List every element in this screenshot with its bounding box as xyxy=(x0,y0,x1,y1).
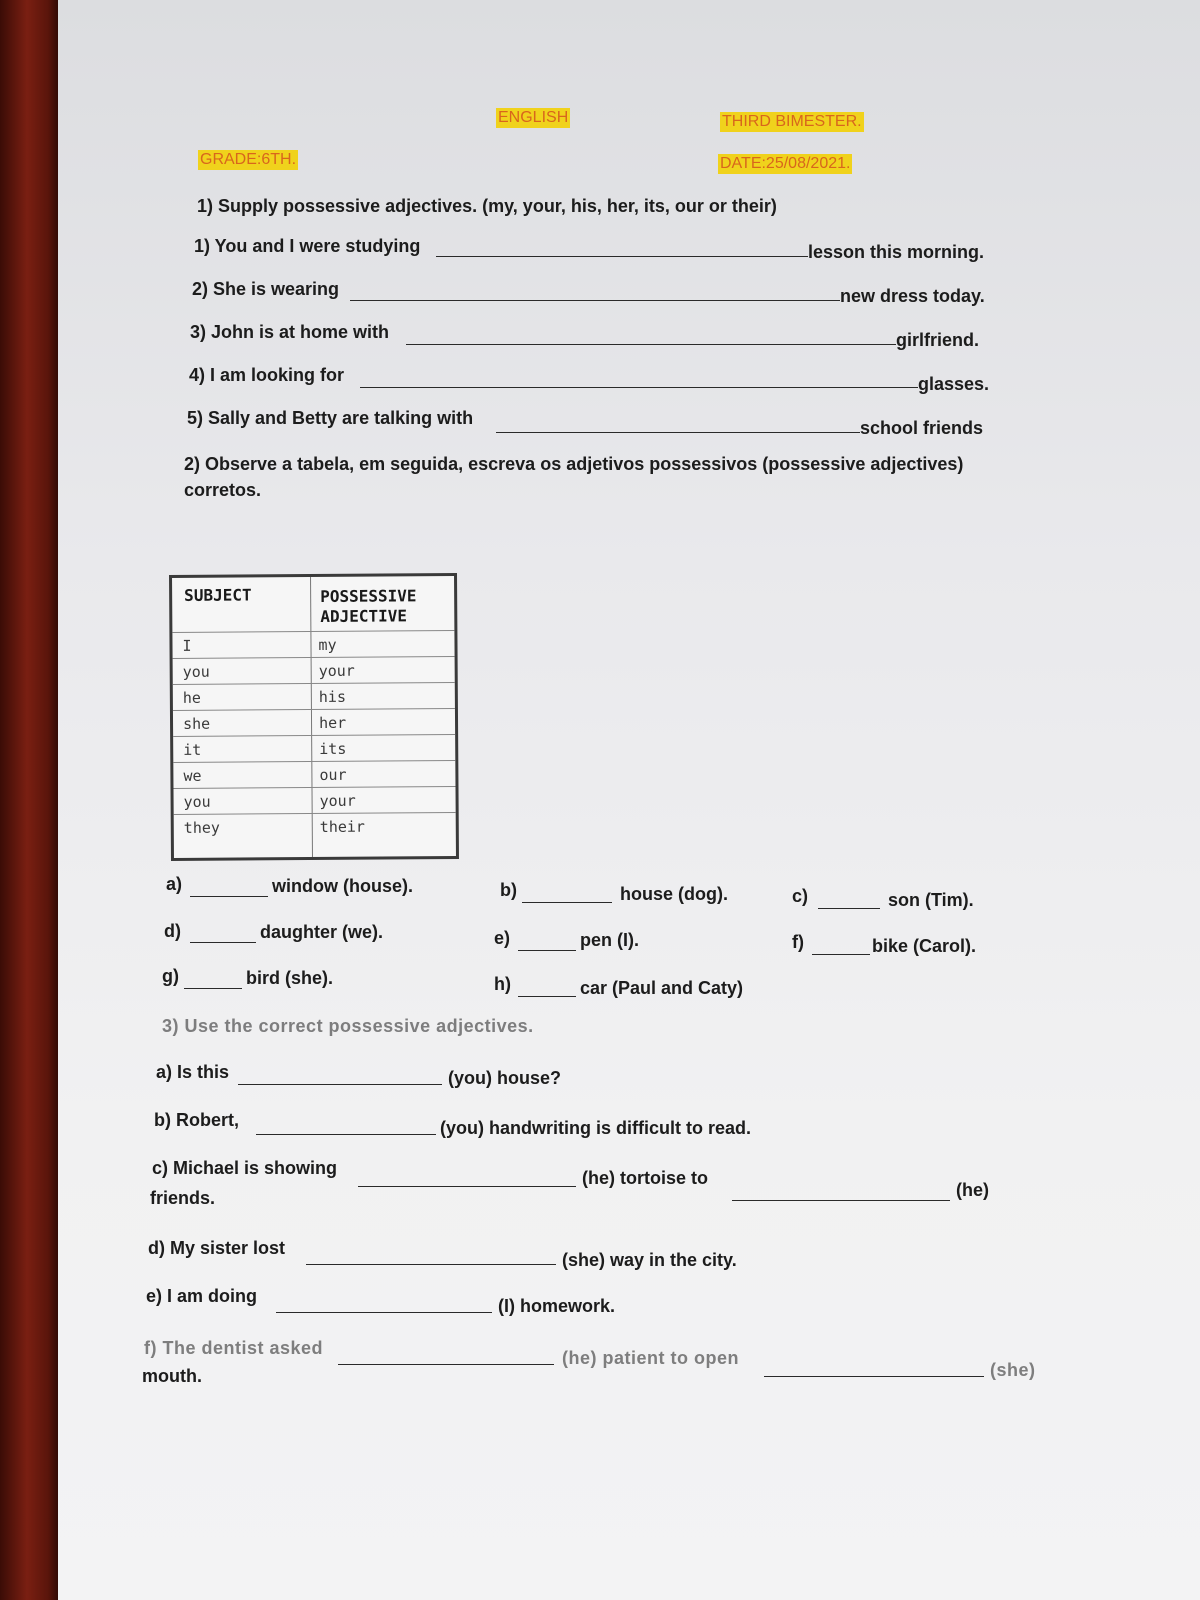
ex2-item-c-letter: c) xyxy=(792,886,809,906)
ex3-f-before: f) The dentist asked xyxy=(144,1338,324,1358)
ex3-d-after: (she) way in the city. xyxy=(562,1250,737,1270)
ex1-item2-blank[interactable] xyxy=(350,300,840,301)
grade-label: GRADE:6TH. xyxy=(200,151,297,168)
table-row xyxy=(173,708,455,737)
desk-edge xyxy=(0,0,60,1600)
subject-cell: it xyxy=(183,740,202,759)
adjective-cell: your xyxy=(318,661,355,680)
exercise3-title: 3) Use the correct possessive adjectives. xyxy=(162,1016,534,1036)
ex2-item-a-text: window (house). xyxy=(272,876,413,896)
table-header-adjective: ADJECTIVE xyxy=(320,606,408,626)
ex3-c-before: c) Michael is showing xyxy=(152,1158,338,1178)
ex3-b-before: b) Robert, xyxy=(154,1110,239,1130)
subject-cell: I xyxy=(182,636,192,655)
table-header-subject: SUBJECT xyxy=(184,585,252,605)
ex1-item1-blank[interactable] xyxy=(436,256,808,257)
ex1-item2-after: new dress today. xyxy=(840,286,985,306)
ex3-b-blank[interactable] xyxy=(256,1134,436,1135)
ex3-c-mid: (he) tortoise to xyxy=(582,1168,708,1188)
ex1-item2-before: 2) She is wearing xyxy=(192,279,340,299)
ex3-f-blank1[interactable] xyxy=(338,1364,554,1365)
exercise1-title: 1) Supply possessive adjectives. (my, your, his, her, its, our or their) xyxy=(197,196,777,216)
ex2-item-f-text: bike (Carol). xyxy=(872,936,977,956)
ex3-f-blank2[interactable] xyxy=(764,1376,984,1377)
subject-cell: she xyxy=(182,714,211,733)
ex2-item-e-letter: e) xyxy=(494,928,511,948)
table-row xyxy=(173,656,455,685)
ex2-item-b-blank[interactable] xyxy=(522,902,612,903)
ex2-item-d-letter: d) xyxy=(164,921,181,941)
ex3-f-end: (she) xyxy=(990,1360,1036,1380)
ex2-item-h-letter: h) xyxy=(494,974,511,994)
ex3-d-before: d) My sister lost xyxy=(148,1238,286,1258)
subject-cell: we xyxy=(183,766,202,785)
ex2-item-e-blank[interactable] xyxy=(518,950,576,951)
ex2-item-b-letter: b) xyxy=(500,880,517,900)
ex2-item-d-blank[interactable] xyxy=(190,942,256,943)
ex1-item4-blank[interactable] xyxy=(360,387,918,388)
table-row xyxy=(173,734,455,763)
ex1-item4-after: glasses. xyxy=(918,374,990,394)
table-row xyxy=(172,630,454,659)
ex3-f-mid: (he) patient to open xyxy=(562,1348,739,1368)
ex2-item-c-blank[interactable] xyxy=(818,908,880,909)
adjective-cell: your xyxy=(319,791,356,810)
ex3-d-blank[interactable] xyxy=(306,1264,556,1265)
ex3-e-after: (I) homework. xyxy=(498,1296,616,1316)
ex1-item1-after: lesson this morning. xyxy=(808,242,985,262)
adjective-cell: her xyxy=(318,713,347,732)
subject-cell: you xyxy=(183,792,211,811)
term-label: THIRD BIMESTER. xyxy=(722,113,862,130)
subject-cell: they xyxy=(183,818,220,837)
adjective-cell: its xyxy=(319,739,347,758)
adjective-cell: his xyxy=(318,687,347,706)
ex3-c-end: (he) xyxy=(956,1180,989,1200)
ex1-item5-before: 5) Sally and Betty are talking with xyxy=(187,408,474,428)
ex2-item-b-text: house (dog). xyxy=(620,884,728,904)
ex1-item3-after: girlfriend. xyxy=(896,330,980,350)
ex2-item-h-text: car (Paul and Caty) xyxy=(580,978,744,998)
ex3-e-before: e) I am doing xyxy=(146,1286,258,1306)
exercise2-title-line1: 2) Observe a tabela, em seguida, escreva os adjetivos possessivos (possessive adjectives) xyxy=(184,454,964,474)
ex2-item-a-letter: a) xyxy=(166,874,183,894)
ex1-item5-blank[interactable] xyxy=(496,432,860,433)
possessive-table xyxy=(169,573,459,861)
ex2-item-f-blank[interactable] xyxy=(812,954,870,955)
ex3-f-line2: mouth. xyxy=(142,1366,202,1386)
adjective-cell: my xyxy=(318,635,337,654)
ex3-e-blank[interactable] xyxy=(276,1312,492,1313)
table-row xyxy=(174,812,456,841)
ex2-item-g-letter: g) xyxy=(162,966,179,986)
ex1-item3-blank[interactable] xyxy=(406,344,896,345)
ex2-item-c-text: son (Tim). xyxy=(888,890,974,910)
ex3-c-blank2[interactable] xyxy=(732,1200,950,1201)
ex3-a-after: (you) house? xyxy=(448,1068,561,1088)
ex1-item1-before: 1) You and I were studying xyxy=(194,236,421,256)
table-header-possessive: POSSESSIVE xyxy=(320,586,417,606)
table-row xyxy=(173,786,455,815)
ex2-item-g-blank[interactable] xyxy=(184,988,242,989)
subject-cell: he xyxy=(182,688,201,707)
adjective-cell: our xyxy=(319,765,347,784)
exercise2-title-line2: corretos. xyxy=(184,480,262,500)
table-row xyxy=(173,682,455,711)
ex3-c-blank1[interactable] xyxy=(358,1186,576,1187)
ex3-a-before: a) Is this xyxy=(156,1062,230,1082)
ex2-item-g-text: bird (she). xyxy=(246,968,334,988)
ex2-item-e-text: pen (I). xyxy=(580,930,639,950)
subject-label: ENGLISH xyxy=(498,109,569,126)
ex2-item-a-blank[interactable] xyxy=(190,896,268,897)
date-label: DATE:25/08/2021. xyxy=(720,155,851,172)
subject-cell: you xyxy=(182,662,210,681)
ex3-b-after: (you) handwriting is difficult to read. xyxy=(440,1118,751,1138)
ex2-item-f-letter: f) xyxy=(792,932,804,952)
ex1-item4-before: 4) I am looking for xyxy=(189,365,345,385)
table-row xyxy=(173,760,455,789)
ex2-item-h-blank[interactable] xyxy=(518,996,576,997)
ex1-item3-before: 3) John is at home with xyxy=(190,322,390,342)
adjective-cell: their xyxy=(319,817,365,836)
ex3-a-blank[interactable] xyxy=(238,1084,442,1085)
ex2-item-d-text: daughter (we). xyxy=(260,922,384,942)
ex3-c-line2: friends. xyxy=(150,1188,216,1208)
ex1-item5-after: school friends xyxy=(860,418,984,438)
